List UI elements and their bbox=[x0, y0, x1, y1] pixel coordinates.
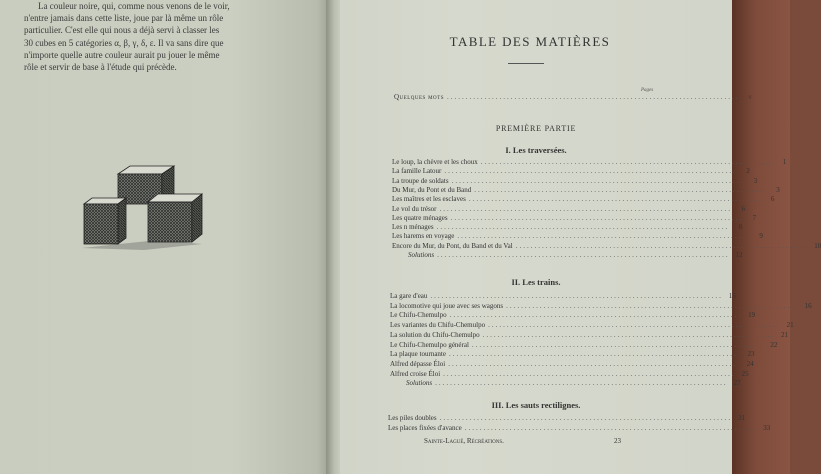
toc-entry bbox=[392, 195, 775, 204]
toc-entry-label: Du Mur, du Pont et du Band bbox=[392, 185, 472, 194]
toc-entry-page: 3 bbox=[776, 185, 780, 194]
toc-entry bbox=[392, 241, 821, 251]
toc-entry bbox=[390, 292, 736, 301]
leader-dots: .............................................................................. bbox=[448, 350, 742, 359]
toc-entry bbox=[392, 232, 763, 241]
chapter-title-1: I. Les traversées. bbox=[505, 145, 567, 155]
toc-entry-label: La famille Latour bbox=[392, 167, 442, 176]
leader-dots: .............................................................................. bbox=[451, 176, 745, 185]
toc-entry bbox=[390, 301, 812, 311]
toc-entry-label: Les places fixées d'avance bbox=[388, 424, 462, 432]
leader-dots: .............................................................................. bbox=[435, 379, 728, 388]
toc-entry-page: 19 bbox=[748, 311, 756, 320]
leader-dots: .............................................................................. bbox=[448, 359, 741, 368]
toc-entry-page: 23 bbox=[747, 350, 755, 359]
toc-entry-page: 6 bbox=[770, 195, 775, 204]
toc-entry-page: 10 bbox=[814, 241, 821, 250]
toc-entry bbox=[388, 424, 771, 433]
toc-entry-label: La gare d'eau bbox=[390, 292, 428, 300]
toc-entry-label: La solution du Chifu-Chemulpo bbox=[390, 330, 480, 339]
toc-entry-label: Les harems en voyage bbox=[392, 232, 455, 241]
toc-entry bbox=[392, 204, 746, 214]
leader-dots: .............................................................................. bbox=[439, 204, 733, 213]
toc-entry-label: Le vol du trésor bbox=[392, 204, 437, 213]
intro-line: rôle et servir de base à l'étude qui précède. bbox=[24, 62, 177, 73]
toc-entry bbox=[390, 369, 749, 379]
toc-entry bbox=[390, 311, 756, 320]
leader-dots: .............................................................................. bbox=[436, 223, 730, 232]
toc-entry-page: 27 bbox=[733, 379, 741, 388]
chapter-title-3: III. Les sauts rectilignes. bbox=[491, 400, 581, 410]
toc-entry-page: 9 bbox=[759, 232, 763, 241]
toc-entry bbox=[388, 414, 746, 423]
toc-entry-page: 25 bbox=[741, 369, 749, 378]
leader-dots: .............................................................................. bbox=[439, 414, 733, 422]
toc-entry-label: Solutions bbox=[408, 251, 435, 259]
toc-entry-label: Quelques mots bbox=[394, 93, 444, 101]
intro-line: La couleur noire, qui, comme nous venons de le voir, bbox=[38, 1, 230, 11]
toc-entry bbox=[390, 359, 754, 369]
leader-dots: .............................................................................. bbox=[444, 167, 737, 176]
toc-entry bbox=[390, 321, 794, 330]
leader-dots: .............................................................................. bbox=[437, 251, 730, 259]
toc-entry-label: Alfred dépasse Éloi bbox=[390, 359, 446, 368]
intro-paragraph bbox=[24, 0, 316, 73]
toc-entry-label: La locomotive qui joue avec ses wagons bbox=[390, 301, 504, 310]
leader-dots: .............................................................................. bbox=[430, 292, 723, 300]
leader-dots: .............................................................................. bbox=[480, 158, 774, 166]
toc-entry-page: 16 bbox=[804, 301, 812, 310]
toc-entry-page: 3 bbox=[753, 176, 758, 185]
toc-entry bbox=[408, 251, 743, 260]
intro-line: n'entre jamais dans cette liste, joue par là même un rôle bbox=[24, 13, 224, 24]
toc-entry-label: La troupe de soldats bbox=[392, 176, 449, 185]
toc-entry-label: Alfred croise Éloi bbox=[390, 369, 441, 378]
toc-entry-page: 33 bbox=[763, 424, 771, 432]
toc-entry bbox=[390, 350, 755, 359]
toc-entry-label: Les quatre ménages bbox=[392, 213, 448, 222]
toc-entry-page: 21 bbox=[786, 321, 794, 330]
right-cube-front bbox=[148, 202, 192, 242]
leader-dots: .............................................................................. bbox=[471, 340, 765, 349]
toc-entry-page: 15 bbox=[728, 292, 736, 300]
leader-dots: .............................................................................. bbox=[450, 213, 744, 222]
left-cube-side bbox=[118, 198, 126, 244]
intro-line: 30 cubes en 5 catégories α, β, γ, δ, ε. Il va sans dire que bbox=[24, 37, 224, 48]
leader-dots: .............................................................................. bbox=[468, 195, 762, 204]
toc-entry-label: Les piles doubles bbox=[388, 414, 437, 422]
toc-entry-label: Encore du Mur, du Pont, du Band et du Val bbox=[392, 241, 513, 250]
toc-entry-page: v bbox=[748, 93, 753, 101]
toc-entry-label: Le loup, la chèvre et les choux bbox=[392, 158, 478, 166]
leader-dots: .............................................................................. bbox=[488, 321, 781, 330]
toc-entry bbox=[392, 158, 787, 167]
leader-dots: .............................................................................. bbox=[464, 424, 758, 432]
toc-entry bbox=[392, 167, 750, 176]
toc-entry bbox=[390, 330, 789, 340]
right-cube-side bbox=[192, 194, 202, 242]
toc-entry-label: Le Chifu-Chemulpo général bbox=[390, 340, 469, 349]
toc-entry-page: 7 bbox=[752, 213, 757, 222]
toc-entry-page: 8 bbox=[738, 223, 743, 232]
toc-entry-page: 1 bbox=[782, 158, 787, 166]
leader-dots: .............................................................................. bbox=[449, 311, 743, 320]
title-rule bbox=[508, 63, 544, 64]
leader-dots: .............................................................................. bbox=[457, 232, 750, 241]
toc-entry-page: 12 bbox=[735, 251, 743, 259]
leader-dots: .............................................................................. bbox=[446, 93, 740, 101]
pages-column-label: Pages bbox=[641, 88, 654, 93]
toc-entry bbox=[392, 185, 780, 195]
toc-entry-label: Les variantes du Chifu-Chemulpo bbox=[390, 321, 486, 330]
toc-entry bbox=[392, 213, 757, 223]
cubes-illustration bbox=[78, 160, 208, 255]
toc-entry-label: Le Chifu-Chemulpo bbox=[390, 311, 447, 320]
toc-entry-label: La plaque tournante bbox=[390, 350, 446, 359]
leader-dots: .............................................................................. bbox=[443, 369, 736, 378]
toc-entry-page: 21 bbox=[781, 330, 789, 339]
leader-dots: .............................................................................. bbox=[515, 241, 809, 250]
toc-title: TABLE DES MATIÈRES bbox=[449, 34, 611, 49]
toc-entry-label: Solutions bbox=[406, 379, 433, 388]
toc-entry-quelques-mots bbox=[394, 93, 753, 102]
toc-entry-page: 22 bbox=[770, 340, 778, 349]
leader-dots: .............................................................................. bbox=[482, 330, 776, 339]
toc-entry bbox=[392, 223, 743, 232]
signature-number: 23 bbox=[614, 437, 621, 445]
running-title: Sainte-Laguë, Récréations. bbox=[424, 437, 504, 445]
toc-entry bbox=[406, 379, 741, 388]
chapter-title-2: II. Les trains. bbox=[511, 277, 561, 287]
toc-entry-page: 2 bbox=[746, 167, 750, 176]
leader-dots: .............................................................................. bbox=[474, 185, 767, 194]
toc-entry-label: Les n ménages bbox=[392, 223, 434, 232]
toc-entry bbox=[392, 176, 758, 186]
left-cube-front bbox=[84, 204, 118, 244]
intro-line: n'importe quelle autre couleur aurait pu jouer le même bbox=[24, 49, 220, 60]
toc-entry-page: 6 bbox=[741, 204, 746, 213]
toc-entry-page: 24 bbox=[746, 359, 754, 368]
part-title: PREMIÈRE PARTIE bbox=[495, 124, 577, 133]
intro-line: particulier. C'est elle qui nous a déjà servi à classer les bbox=[24, 25, 220, 36]
toc-entry bbox=[390, 340, 778, 350]
toc-entry-label: Les maîtres et les esclaves bbox=[392, 195, 466, 204]
toc-entry-page: 31 bbox=[738, 414, 746, 422]
leader-dots: .............................................................................. bbox=[506, 301, 799, 310]
